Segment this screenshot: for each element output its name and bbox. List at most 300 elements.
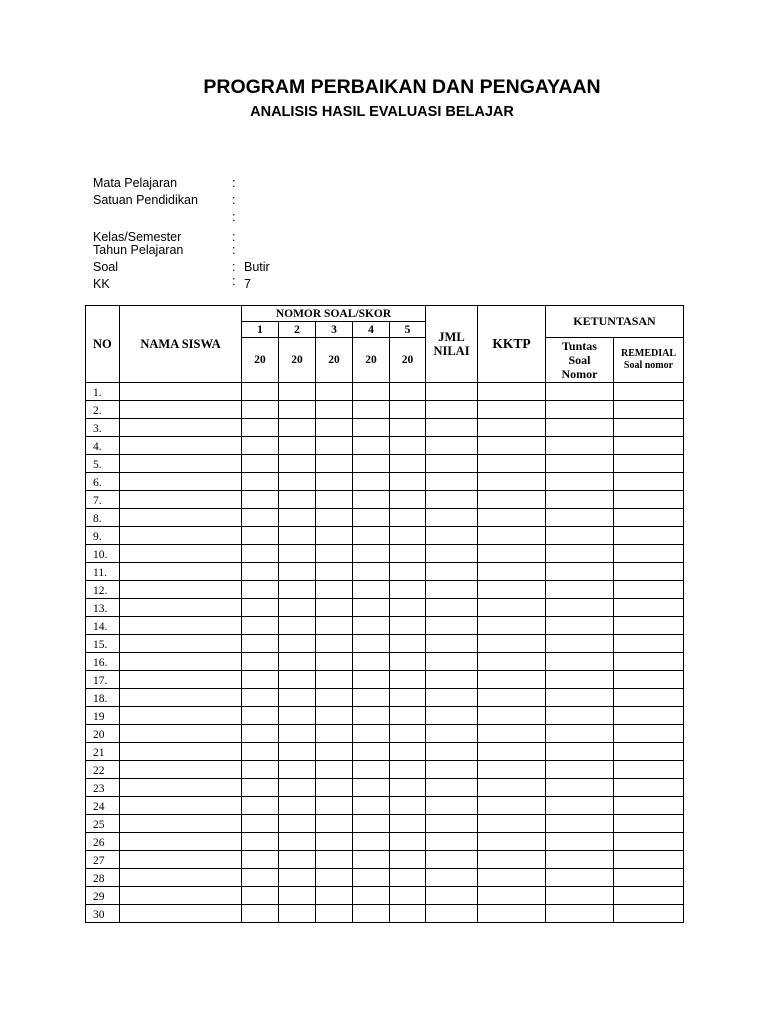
table-row [86,545,684,563]
jml-nilai-cell [426,581,478,599]
score-cell-2 [279,473,316,491]
jml-nilai-cell [426,527,478,545]
nama-siswa-cell [120,689,242,707]
score-cell-4 [353,725,390,743]
row-number: 1. [86,383,120,401]
kktp-cell [478,689,546,707]
info-colon: : [232,260,236,274]
header-soal-score: 20 [316,338,353,383]
nama-siswa-cell [120,419,242,437]
table-row [86,779,684,797]
kktp-cell [478,887,546,905]
header-kktp: KKTP [478,306,546,383]
kktp-cell [478,419,546,437]
remedial-cell [614,599,684,617]
kktp-cell [478,851,546,869]
score-cell-3 [316,581,353,599]
row-number: 5. [86,455,120,473]
nama-siswa-cell [120,617,242,635]
tuntas-cell [546,419,614,437]
nama-siswa-cell [120,743,242,761]
score-cell-1 [242,851,279,869]
table-row [86,671,684,689]
score-cell-4 [353,635,390,653]
remedial-cell [614,779,684,797]
header-remedial [614,338,684,383]
remedial-cell [614,617,684,635]
nama-siswa-cell [120,779,242,797]
score-cell-5 [390,491,426,509]
table-row [86,581,684,599]
nama-siswa-cell [120,437,242,455]
score-cell-3 [316,617,353,635]
table-row [86,617,684,635]
tuntas-cell [546,563,614,581]
remedial-cell [614,671,684,689]
nama-siswa-cell [120,599,242,617]
score-cell-4 [353,689,390,707]
tuntas-cell [546,581,614,599]
score-cell-2 [279,545,316,563]
tuntas-cell [546,671,614,689]
jml-nilai-cell [426,707,478,725]
header-tuntas-line3: Nomor [561,367,598,381]
row-number: 2. [86,401,120,419]
score-cell-5 [390,635,426,653]
table-row [86,419,684,437]
score-cell-4 [353,383,390,401]
row-number: 22 [86,761,120,779]
row-number: 27 [86,851,120,869]
score-cell-2 [279,761,316,779]
score-cell-4 [353,545,390,563]
score-cell-4 [353,887,390,905]
score-cell-2 [279,491,316,509]
table-row [86,455,684,473]
score-cell-1 [242,671,279,689]
nama-siswa-cell [120,563,242,581]
nama-siswa-cell [120,653,242,671]
page-title: PROGRAM PERBAIKAN DAN PENGAYAAN [203,76,601,98]
info-label: Satuan Pendidikan [93,193,198,207]
jml-nilai-cell [426,725,478,743]
score-cell-4 [353,779,390,797]
info-value: Butir [244,260,270,274]
kktp-cell [478,815,546,833]
kktp-cell [478,707,546,725]
table-row [86,473,684,491]
score-cell-3 [316,671,353,689]
remedial-cell [614,581,684,599]
score-cell-5 [390,707,426,725]
row-number: 3. [86,419,120,437]
info-label: Mata Pelajaran [93,176,178,190]
row-number: 18. [86,689,120,707]
score-cell-5 [390,761,426,779]
score-cell-4 [353,707,390,725]
score-cell-1 [242,455,279,473]
score-cell-3 [316,419,353,437]
score-cell-1 [242,725,279,743]
kktp-cell [478,905,546,923]
table-row [86,743,684,761]
score-cell-4 [353,797,390,815]
table-row [86,563,684,581]
jml-nilai-cell [426,653,478,671]
score-cell-1 [242,869,279,887]
remedial-cell [614,725,684,743]
score-cell-5 [390,833,426,851]
score-cell-1 [242,689,279,707]
tuntas-cell [546,635,614,653]
nama-siswa-cell [120,851,242,869]
info-colon: : [232,176,236,190]
remedial-cell [614,419,684,437]
score-cell-3 [316,851,353,869]
row-number: 26 [86,833,120,851]
row-number: 6. [86,473,120,491]
row-number: 25 [86,815,120,833]
table-row [86,905,684,923]
score-cell-2 [279,401,316,419]
score-cell-4 [353,527,390,545]
score-cell-3 [316,815,353,833]
kktp-cell [478,509,546,527]
row-number: 30 [86,905,120,923]
score-cell-4 [353,437,390,455]
remedial-cell [614,869,684,887]
score-cell-4 [353,581,390,599]
remedial-cell [614,815,684,833]
jml-nilai-cell [426,671,478,689]
score-cell-2 [279,671,316,689]
score-cell-3 [316,509,353,527]
row-number: 29 [86,887,120,905]
nama-siswa-cell [120,905,242,923]
remedial-cell [614,905,684,923]
score-cell-1 [242,653,279,671]
tuntas-cell [546,833,614,851]
score-cell-2 [279,797,316,815]
score-cell-3 [316,599,353,617]
score-cell-1 [242,905,279,923]
jml-nilai-cell [426,401,478,419]
row-number: 11. [86,563,120,581]
score-cell-1 [242,707,279,725]
score-cell-1 [242,563,279,581]
score-cell-1 [242,743,279,761]
info-label: Soal [93,260,119,274]
table-row [86,401,684,419]
header-tuntas-soal-nomor [546,338,614,383]
score-cell-2 [279,455,316,473]
score-cell-2 [279,635,316,653]
kktp-cell [478,653,546,671]
remedial-cell [614,527,684,545]
info-label: KK [93,277,110,291]
row-number: 28 [86,869,120,887]
score-cell-2 [279,527,316,545]
score-cell-2 [279,419,316,437]
tuntas-cell [546,905,614,923]
nama-siswa-cell [120,725,242,743]
table-row [86,527,684,545]
info-value: 7 [244,277,251,291]
tuntas-cell [546,743,614,761]
score-cell-3 [316,905,353,923]
score-cell-5 [390,563,426,581]
score-cell-1 [242,797,279,815]
jml-nilai-cell [426,473,478,491]
tuntas-cell [546,851,614,869]
table-body [86,383,684,923]
score-cell-1 [242,887,279,905]
header-ketuntasan: KETUNTASAN [546,306,684,338]
score-cell-3 [316,455,353,473]
score-cell-3 [316,743,353,761]
kktp-cell [478,473,546,491]
remedial-cell [614,401,684,419]
score-cell-5 [390,671,426,689]
row-number: 10. [86,545,120,563]
nama-siswa-cell [120,671,242,689]
kktp-cell [478,401,546,419]
score-cell-1 [242,401,279,419]
score-cell-4 [353,671,390,689]
header-nomor-soal-skor: NOMOR SOAL/SKOR [242,306,426,322]
score-cell-4 [353,851,390,869]
kktp-cell [478,869,546,887]
info-colon: : [232,193,236,207]
remedial-cell [614,797,684,815]
score-cell-2 [279,887,316,905]
score-cell-1 [242,779,279,797]
info-label: Kelas/Semester [93,230,182,244]
score-cell-4 [353,491,390,509]
header-jml-nilai [426,306,478,383]
score-cell-4 [353,509,390,527]
score-cell-1 [242,599,279,617]
nama-siswa-cell [120,491,242,509]
jml-nilai-cell [426,887,478,905]
nama-siswa-cell [120,581,242,599]
info-colon: : [232,243,236,257]
kktp-cell [478,797,546,815]
tuntas-cell [546,491,614,509]
tuntas-cell [546,653,614,671]
score-cell-1 [242,509,279,527]
score-cell-3 [316,437,353,455]
table-row [86,509,684,527]
score-cell-1 [242,635,279,653]
score-cell-4 [353,455,390,473]
remedial-cell [614,851,684,869]
info-colon: : [232,274,236,288]
tuntas-cell [546,761,614,779]
nama-siswa-cell [120,455,242,473]
jml-nilai-cell [426,743,478,761]
score-cell-1 [242,473,279,491]
remedial-cell [614,509,684,527]
score-cell-3 [316,689,353,707]
jml-nilai-cell [426,779,478,797]
score-cell-1 [242,527,279,545]
nama-siswa-cell [120,797,242,815]
header-jml-line1: JML [438,330,465,344]
nama-siswa-cell [120,887,242,905]
tuntas-cell [546,455,614,473]
jml-nilai-cell [426,455,478,473]
score-cell-4 [353,905,390,923]
row-number: 4. [86,437,120,455]
tuntas-cell [546,473,614,491]
table-row [86,707,684,725]
table-row [86,797,684,815]
header-soal-number: 2 [279,322,316,338]
score-cell-3 [316,779,353,797]
jml-nilai-cell [426,617,478,635]
score-cell-5 [390,689,426,707]
info-label: Tahun Pelajaran [93,243,184,257]
jml-nilai-cell [426,635,478,653]
kktp-cell [478,581,546,599]
table-row [86,437,684,455]
header-tuntas-line1: Tuntas [562,339,597,353]
score-cell-3 [316,491,353,509]
score-cell-3 [316,869,353,887]
jml-nilai-cell [426,437,478,455]
kktp-cell [478,635,546,653]
score-cell-3 [316,887,353,905]
tuntas-cell [546,527,614,545]
kktp-cell [478,833,546,851]
tuntas-cell [546,707,614,725]
table-row [86,491,684,509]
header-nama-siswa: NAMA SISWA [120,306,242,383]
score-cell-2 [279,851,316,869]
score-cell-1 [242,815,279,833]
header-tuntas-line2: Soal [568,353,591,367]
score-cell-5 [390,473,426,491]
table-row [86,851,684,869]
row-number: 23 [86,779,120,797]
jml-nilai-cell [426,761,478,779]
score-cell-5 [390,887,426,905]
kktp-cell [478,599,546,617]
kktp-cell [478,725,546,743]
row-number: 19 [86,707,120,725]
score-cell-4 [353,563,390,581]
jml-nilai-cell [426,797,478,815]
score-cell-3 [316,545,353,563]
header-soal-score: 20 [279,338,316,383]
row-number: 14. [86,617,120,635]
score-cell-2 [279,581,316,599]
row-number: 13. [86,599,120,617]
score-cell-1 [242,491,279,509]
jml-nilai-cell [426,869,478,887]
score-cell-2 [279,725,316,743]
table-row [86,653,684,671]
row-number: 9. [86,527,120,545]
tuntas-cell [546,599,614,617]
kktp-cell [478,563,546,581]
kktp-cell [478,545,546,563]
info-colon: : [232,230,236,244]
score-cell-5 [390,527,426,545]
jml-nilai-cell [426,563,478,581]
kktp-cell [478,779,546,797]
kktp-cell [478,491,546,509]
row-number: 16. [86,653,120,671]
header-soal-number: 1 [242,322,279,338]
score-cell-3 [316,473,353,491]
remedial-cell [614,473,684,491]
nama-siswa-cell [120,833,242,851]
score-cell-5 [390,905,426,923]
score-cell-3 [316,797,353,815]
remedial-cell [614,653,684,671]
nama-siswa-cell [120,869,242,887]
nama-siswa-cell [120,401,242,419]
nama-siswa-cell [120,545,242,563]
tuntas-cell [546,617,614,635]
score-cell-3 [316,833,353,851]
score-cell-5 [390,455,426,473]
tuntas-cell [546,437,614,455]
score-cell-2 [279,509,316,527]
table-row [86,725,684,743]
score-cell-1 [242,833,279,851]
score-cell-3 [316,725,353,743]
score-cell-4 [353,401,390,419]
remedial-cell [614,545,684,563]
score-cell-3 [316,707,353,725]
score-cell-3 [316,401,353,419]
score-cell-5 [390,509,426,527]
table-row [86,635,684,653]
table-row [86,761,684,779]
table-row [86,815,684,833]
row-number: 15. [86,635,120,653]
remedial-cell [614,383,684,401]
score-cell-2 [279,563,316,581]
score-cell-5 [390,581,426,599]
tuntas-cell [546,401,614,419]
header-remedial-line2: Soal nomor [623,360,674,371]
score-cell-1 [242,761,279,779]
remedial-cell [614,707,684,725]
kktp-cell [478,437,546,455]
nama-siswa-cell [120,707,242,725]
score-cell-2 [279,833,316,851]
remedial-cell [614,887,684,905]
score-cell-2 [279,437,316,455]
table-row [86,689,684,707]
score-cell-4 [353,761,390,779]
remedial-cell [614,635,684,653]
remedial-cell [614,455,684,473]
score-cell-1 [242,437,279,455]
tuntas-cell [546,869,614,887]
jml-nilai-cell [426,491,478,509]
score-cell-5 [390,401,426,419]
jml-nilai-cell [426,905,478,923]
score-cell-3 [316,563,353,581]
kktp-cell [478,527,546,545]
jml-nilai-cell [426,509,478,527]
score-cell-5 [390,383,426,401]
